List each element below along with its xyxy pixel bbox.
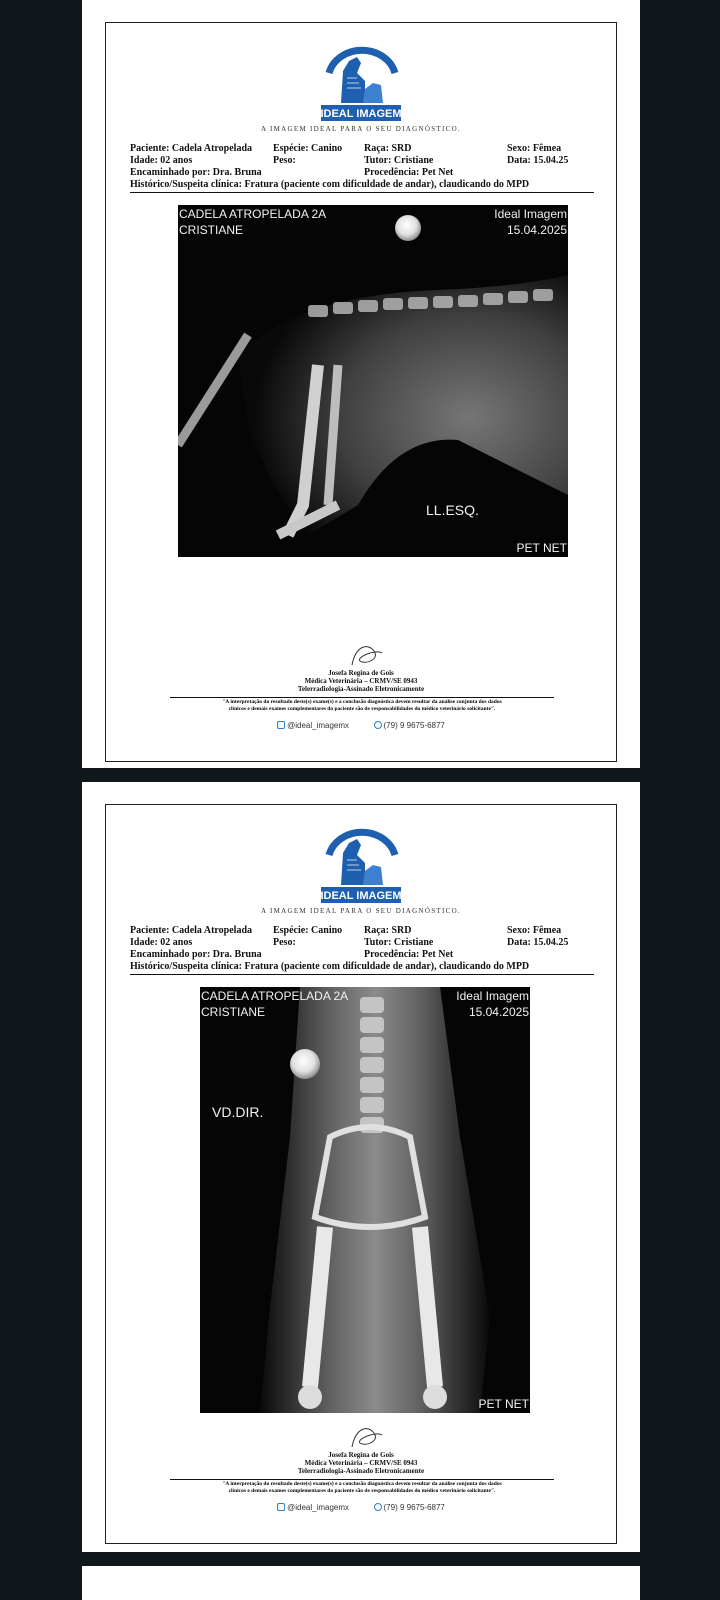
instagram-handle[interactable]: @ideal_imagemx — [287, 721, 350, 730]
calibration-marker — [395, 215, 421, 241]
xray-view-label: VD.DIR. — [212, 1104, 264, 1120]
referred-by: Encaminhado por: Dra. Bruna — [130, 167, 262, 178]
xray-patient-label: CADELA ATROPELADA 2A — [201, 989, 349, 1003]
calibration-marker — [290, 1049, 320, 1079]
disclaimer-line-1: "A interpretação do resultado deste(s) exame(s) e a conclusão diagnóstica devem resultar da análise conjunta dos dados — [222, 699, 502, 705]
age: Idade: 02 anos — [130, 937, 193, 948]
phone-number[interactable]: (79) 9 9675-6877 — [383, 721, 445, 730]
tagline: A IMAGEM IDEAL PARA O SEU DIAGNÓSTICO. — [261, 125, 461, 133]
report-page-1 — [82, 0, 640, 768]
patient-name: Paciente: Cadela Atropelada — [130, 925, 253, 936]
signer-note: Telerradiologia-Assinado Eletronicamente — [297, 685, 425, 693]
signature-mark — [346, 641, 386, 671]
signer-note: Telerradiologia-Assinado Eletronicamente — [297, 1467, 425, 1475]
signer-role: Médica Veterinária – CRMV/SE 0943 — [304, 677, 418, 685]
instagram-handle[interactable]: @ideal_imagemx — [287, 1503, 350, 1512]
disclaimer-line-1: "A interpretação do resultado deste(s) exame(s) e a conclusão diagnóstica devem resultar da análise conjunta dos dados — [222, 1481, 502, 1487]
sex: Sexo: Fêmea — [507, 925, 562, 936]
disclaimer-line-2: clínicos e demais exames complementares do paciente são de responsabilidades do médico veterinário solicitante". — [228, 706, 496, 712]
date: Data: 15.04.25 — [507, 155, 569, 166]
date: Data: 15.04.25 — [507, 937, 569, 948]
signer-name: Josefa Regina de Gois — [328, 1451, 394, 1459]
xray-clinic-label: Ideal Imagem — [456, 989, 529, 1003]
brand-name: IDEAL IMAGEM — [320, 108, 402, 120]
species: Espécie: Canino — [273, 925, 343, 936]
instagram-icon — [277, 721, 285, 729]
xray-clinic-label: Ideal Imagem — [494, 207, 567, 221]
tutor: Tutor: Cristiane — [364, 155, 434, 166]
disclaimer-line-2: clínicos e demais exames complementares do paciente são de responsabilidades do médico veterinário solicitante". — [228, 1488, 496, 1494]
weight: Peso: — [273, 937, 296, 948]
weight: Peso: — [273, 155, 296, 166]
signer-role: Médica Veterinária – CRMV/SE 0943 — [304, 1459, 418, 1467]
report-page-3-partial — [82, 1566, 640, 1600]
report-page-2 — [82, 782, 640, 1552]
contact-bar — [106, 1503, 616, 1512]
disclaimer — [170, 1479, 554, 1495]
breed: Raça: SRD — [364, 925, 412, 936]
xray-image-lateral — [178, 205, 568, 557]
contact-bar — [106, 721, 616, 730]
whatsapp-icon — [374, 1503, 382, 1511]
clinical-history: Histórico/Suspeita clínica: Fratura (paciente com dificuldade de andar), claudicando do MPD — [130, 961, 530, 972]
patient-info — [130, 143, 594, 193]
xray-tutor-label: CRISTIANE — [201, 1005, 266, 1019]
page-border — [105, 22, 617, 762]
brand-name: IDEAL IMAGEM — [320, 890, 402, 902]
tagline: A IMAGEM IDEAL PARA O SEU DIAGNÓSTICO. — [261, 907, 461, 915]
xray-patient-label: CADELA ATROPELADA 2A — [179, 207, 327, 221]
patient-info — [130, 925, 594, 975]
page-border — [105, 804, 617, 1544]
age: Idade: 02 anos — [130, 155, 193, 166]
disclaimer — [170, 697, 554, 713]
sex: Sexo: Fêmea — [507, 143, 562, 154]
xray-source-label: PET NET — [516, 541, 567, 555]
xray-source-label: PET NET — [478, 1397, 529, 1411]
breed: Raça: SRD — [364, 143, 412, 154]
origin: Procedência: Pet Net — [364, 167, 454, 178]
xray-date-label: 15.04.2025 — [468, 1005, 529, 1019]
referred-by: Encaminhado por: Dra. Bruna — [130, 949, 262, 960]
signature-mark — [346, 1423, 386, 1453]
patient-name: Paciente: Cadela Atropelada — [130, 143, 253, 154]
signer-name: Josefa Regina de Gois — [328, 669, 394, 677]
clinical-history: Histórico/Suspeita clínica: Fratura (paciente com dificuldade de andar), claudicando do MPD — [130, 179, 530, 190]
xray-tutor-label: CRISTIANE — [179, 223, 244, 237]
xray-view-label: LL.ESQ. — [426, 502, 479, 518]
whatsapp-icon — [374, 721, 382, 729]
species: Espécie: Canino — [273, 143, 343, 154]
phone-number[interactable]: (79) 9 9675-6877 — [383, 1503, 445, 1512]
instagram-icon — [277, 1503, 285, 1511]
origin: Procedência: Pet Net — [364, 949, 454, 960]
xray-image-ventrodorsal — [200, 987, 530, 1413]
xray-date-label: 15.04.2025 — [506, 223, 567, 237]
tutor: Tutor: Cristiane — [364, 937, 434, 948]
